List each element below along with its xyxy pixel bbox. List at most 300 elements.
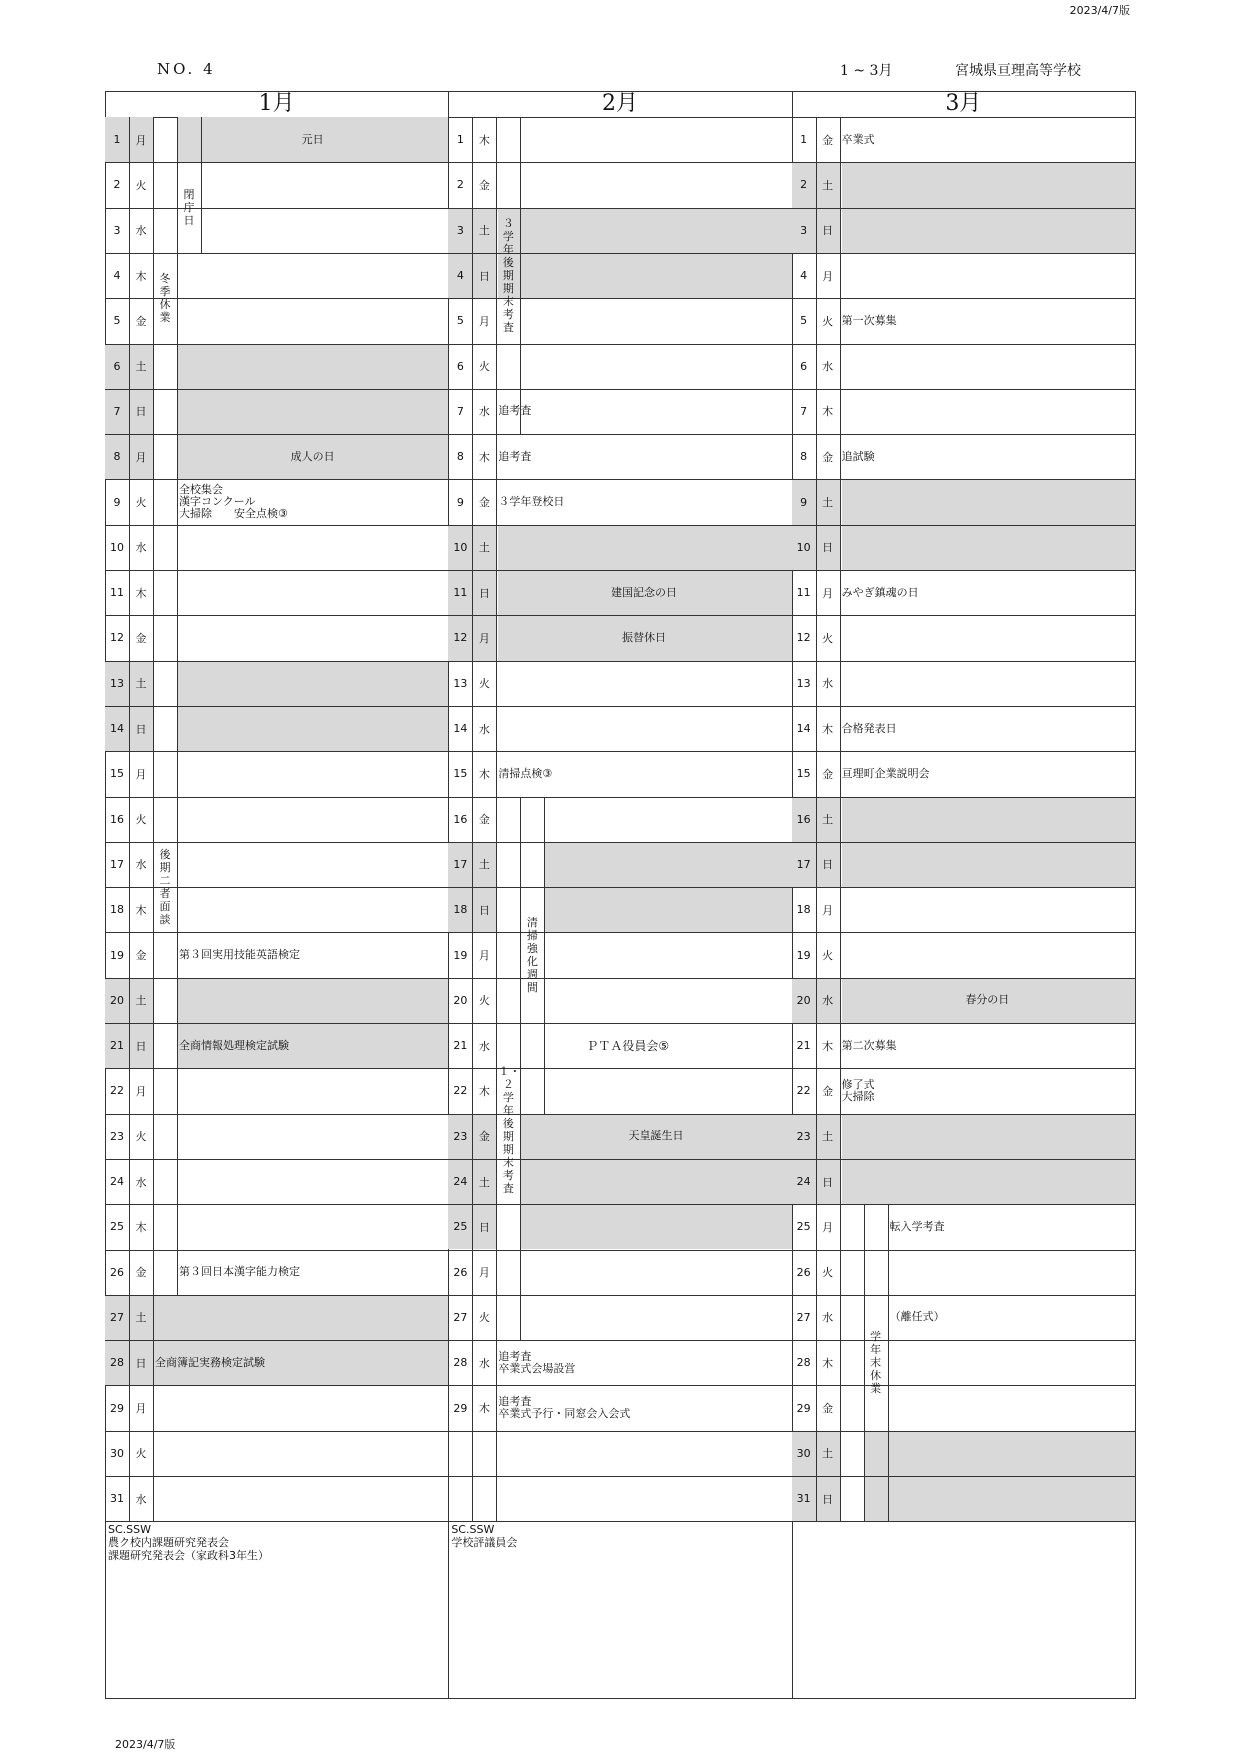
grid-line bbox=[448, 1250, 791, 1251]
grid-line bbox=[448, 1476, 791, 1477]
holiday-shade-events bbox=[177, 706, 448, 751]
event-text: 春分の日 bbox=[965, 993, 1010, 1007]
weekday: 日 bbox=[135, 405, 147, 419]
weekday: 水 bbox=[478, 405, 490, 419]
day-number: 1 bbox=[800, 133, 808, 147]
holiday-shade-events bbox=[153, 1295, 448, 1340]
weekday: 火 bbox=[478, 360, 490, 374]
weekday: 日 bbox=[822, 224, 834, 238]
day-number: 20 bbox=[110, 993, 124, 1007]
grid-line bbox=[105, 208, 448, 209]
day-number: 12 bbox=[453, 631, 468, 645]
event-text: 第二次募集 bbox=[841, 1038, 897, 1052]
event-text: 全商簿記実務検定試験 bbox=[155, 1355, 265, 1369]
grid-line bbox=[105, 751, 448, 752]
day-number: 12 bbox=[796, 631, 811, 645]
grid-line bbox=[888, 1204, 889, 1521]
grid-line bbox=[105, 797, 448, 798]
grid-line bbox=[105, 706, 448, 707]
weekday: 金 bbox=[478, 1130, 490, 1144]
day-number: 2 bbox=[456, 178, 464, 192]
day-number: 25 bbox=[453, 1220, 468, 1234]
day-number: 31 bbox=[796, 1492, 811, 1506]
day-number: 18 bbox=[796, 903, 811, 917]
grid-line bbox=[105, 389, 448, 390]
grid-line bbox=[792, 797, 1135, 798]
day-number: 6 bbox=[800, 359, 808, 373]
day-number: 26 bbox=[110, 1265, 124, 1279]
day-number: 17 bbox=[796, 857, 811, 871]
day-number: 23 bbox=[110, 1129, 124, 1143]
weekday: 木 bbox=[135, 903, 147, 917]
day-number: 20 bbox=[453, 993, 468, 1007]
grid-line bbox=[105, 1295, 448, 1296]
grid-line bbox=[448, 978, 791, 979]
school-name: 宮城県亘理高等学校 bbox=[955, 63, 1081, 79]
day-number: 1 bbox=[456, 133, 464, 147]
weekday: 火 bbox=[822, 949, 834, 963]
winter-break-label: 冬季休業 bbox=[159, 272, 171, 325]
day-number: 6 bbox=[456, 359, 464, 373]
weekday: 土 bbox=[822, 496, 834, 510]
day-number: 4 bbox=[800, 269, 808, 283]
day-number: 29 bbox=[796, 1401, 811, 1415]
grid-line bbox=[864, 1204, 865, 1521]
event-text: 修了式 大掃除 bbox=[841, 1077, 875, 1103]
grid-line bbox=[177, 117, 178, 1295]
weekday: 月 bbox=[478, 949, 490, 963]
day-number: 14 bbox=[453, 722, 468, 736]
day-number: 15 bbox=[110, 767, 124, 781]
weekday: 木 bbox=[822, 405, 834, 419]
day-number: 3 bbox=[456, 223, 464, 237]
exam3-label: ３学年後期期末考査 bbox=[502, 217, 514, 335]
weekday: 土 bbox=[822, 813, 834, 827]
weekday: 木 bbox=[478, 133, 490, 147]
weekday: 土 bbox=[822, 1447, 834, 1461]
weekday: 日 bbox=[822, 858, 834, 872]
day-number: 8 bbox=[113, 450, 121, 464]
day-number: 3 bbox=[113, 223, 121, 237]
day-number: 28 bbox=[796, 1356, 811, 1370]
grid-line bbox=[105, 1068, 448, 1069]
weekday: 火 bbox=[822, 314, 834, 328]
weekday: 金 bbox=[478, 813, 490, 827]
holiday-shade-events bbox=[842, 208, 1135, 253]
weekday: 月 bbox=[822, 586, 834, 600]
grid-line bbox=[792, 615, 1135, 616]
weekday: 火 bbox=[135, 1130, 147, 1144]
weekday: 土 bbox=[135, 677, 147, 691]
day-number: 15 bbox=[796, 767, 811, 781]
holiday-shade-events bbox=[498, 525, 791, 570]
weekday: 月 bbox=[478, 314, 490, 328]
holiday-shade-events bbox=[544, 842, 791, 887]
weekday: 金 bbox=[135, 1266, 147, 1280]
version-label-bottom: 2023/4/7版 bbox=[115, 1738, 176, 1751]
day-number: 31 bbox=[110, 1492, 124, 1506]
day-number: 13 bbox=[796, 676, 811, 690]
weekday: 金 bbox=[478, 178, 490, 192]
grid-line bbox=[496, 117, 497, 1521]
calendar-grid bbox=[105, 91, 1135, 1698]
grid-line bbox=[792, 479, 1135, 480]
grid-line bbox=[520, 117, 521, 434]
grid-line bbox=[520, 797, 521, 1341]
day-number: 22 bbox=[453, 1084, 468, 1098]
holiday-shade-events bbox=[177, 344, 448, 389]
month-notes: SC.SSW 農ク校内課題研究発表会 課題研究発表会（家政科3年生） bbox=[108, 1523, 269, 1563]
day-number: 4 bbox=[113, 269, 121, 283]
day-number: 2 bbox=[113, 178, 121, 192]
weekday: 水 bbox=[478, 1039, 490, 1053]
holiday-shade-events bbox=[520, 1159, 791, 1204]
day-number: 8 bbox=[800, 450, 808, 464]
day-number: 10 bbox=[796, 540, 811, 554]
holiday-shade-events bbox=[842, 1159, 1135, 1204]
day-number: 20 bbox=[796, 993, 811, 1007]
cleaning-week-label: 清掃強化週間 bbox=[526, 916, 538, 995]
weekday: 火 bbox=[822, 631, 834, 645]
weekday: 月 bbox=[822, 1220, 834, 1234]
weekday: 木 bbox=[135, 586, 147, 600]
grid-line bbox=[792, 162, 1135, 163]
day-number: 7 bbox=[113, 404, 121, 418]
grid-line bbox=[448, 932, 791, 933]
grid-line bbox=[105, 1431, 448, 1432]
weekday: 金 bbox=[135, 631, 147, 645]
event-text: 清掃点検③ bbox=[498, 766, 553, 780]
weekday: 金 bbox=[478, 496, 490, 510]
weekday: 金 bbox=[822, 767, 834, 781]
grid-line bbox=[792, 1431, 1135, 1432]
weekday: 日 bbox=[478, 1220, 490, 1234]
holiday-shade-events bbox=[177, 389, 448, 434]
day-number: 8 bbox=[456, 450, 464, 464]
day-number: 29 bbox=[453, 1401, 468, 1415]
weekday: 土 bbox=[478, 1175, 490, 1189]
grid-line bbox=[448, 797, 791, 798]
weekday: 金 bbox=[135, 949, 147, 963]
weekday: 木 bbox=[478, 450, 490, 464]
grid-line bbox=[448, 887, 791, 888]
day-number: 16 bbox=[796, 812, 811, 826]
grid-line bbox=[792, 1476, 1135, 1477]
day-number: 29 bbox=[110, 1401, 124, 1415]
day-number: 27 bbox=[453, 1310, 468, 1324]
weekday: 火 bbox=[822, 1266, 834, 1280]
grid-line bbox=[105, 1385, 448, 1386]
grid-line bbox=[105, 525, 448, 526]
event-text: 全校集会 漢字コンクール 大掃除 安全点検③ bbox=[179, 483, 288, 521]
event-text: 追考査 卒業式会場設営 bbox=[498, 1349, 576, 1375]
holiday-shade-events bbox=[864, 1476, 1135, 1521]
day-number: 13 bbox=[453, 676, 468, 690]
day-number: 30 bbox=[110, 1446, 124, 1460]
grid-line bbox=[105, 978, 448, 979]
weekday: 日 bbox=[478, 586, 490, 600]
weekday: 土 bbox=[135, 994, 147, 1008]
grid-line bbox=[816, 117, 817, 1521]
event-text: 卒業式 bbox=[841, 132, 875, 146]
day-number: 9 bbox=[113, 495, 121, 509]
day-number: 24 bbox=[796, 1175, 811, 1189]
weekday: 火 bbox=[478, 1311, 490, 1325]
grid-line bbox=[792, 932, 1135, 933]
weekday: 土 bbox=[478, 224, 490, 238]
weekday: 日 bbox=[822, 541, 834, 555]
day-number: 28 bbox=[453, 1356, 468, 1370]
grid-line bbox=[792, 1340, 1135, 1341]
event-text: 第３回日本漢字能力検定 bbox=[179, 1265, 300, 1279]
month-notes bbox=[795, 1523, 1132, 1696]
day-number: 3 bbox=[800, 223, 808, 237]
weekday: 土 bbox=[822, 1130, 834, 1144]
day-number: 25 bbox=[110, 1220, 124, 1234]
interview-period-label: 後期二者面談 bbox=[159, 848, 171, 927]
weekday: 月 bbox=[822, 903, 834, 917]
weekday: 木 bbox=[478, 1402, 490, 1416]
weekday: 月 bbox=[135, 450, 147, 464]
day-number: 22 bbox=[110, 1084, 124, 1098]
grid-line bbox=[792, 253, 1135, 254]
grid-line bbox=[448, 162, 791, 163]
grid-line bbox=[840, 117, 841, 1521]
grid-line bbox=[105, 661, 448, 662]
grid-line bbox=[792, 1159, 1135, 1160]
day-number: 14 bbox=[796, 722, 811, 736]
grid-line bbox=[792, 1385, 1135, 1386]
weekday: 木 bbox=[822, 722, 834, 736]
weekday: 土 bbox=[478, 858, 490, 872]
day-number: 19 bbox=[110, 948, 124, 962]
weekday: 木 bbox=[478, 1084, 490, 1098]
grid-line bbox=[105, 1159, 448, 1160]
day-number: 16 bbox=[110, 812, 124, 826]
event-text: 追試験 bbox=[841, 449, 875, 463]
weekday: 火 bbox=[135, 496, 147, 510]
month-header: 1月 bbox=[258, 91, 295, 116]
weekday: 月 bbox=[135, 133, 147, 147]
day-number: 4 bbox=[456, 269, 464, 283]
weekday: 月 bbox=[478, 1266, 490, 1280]
event-text: 建国記念の日 bbox=[610, 585, 677, 599]
weekday: 月 bbox=[478, 631, 490, 645]
holiday-shade-events bbox=[498, 253, 791, 298]
weekday: 水 bbox=[822, 994, 834, 1008]
exam12-label: １・２学年後期期末考査 bbox=[498, 1064, 521, 1195]
weekday: 土 bbox=[478, 541, 490, 555]
weekday: 日 bbox=[822, 1175, 834, 1189]
day-number: 18 bbox=[453, 903, 468, 917]
grid-line bbox=[792, 1521, 1135, 1522]
day-number: 28 bbox=[110, 1356, 124, 1370]
day-number: 19 bbox=[453, 948, 468, 962]
day-number: 24 bbox=[110, 1175, 124, 1189]
weekday: 日 bbox=[135, 722, 147, 736]
day-number: 14 bbox=[110, 722, 124, 736]
weekday: 火 bbox=[135, 813, 147, 827]
grid-line bbox=[105, 1476, 448, 1477]
event-text: 追考査 卒業式予行・同窓会入会式 bbox=[498, 1395, 631, 1421]
weekday: 水 bbox=[135, 1175, 147, 1189]
weekday: 日 bbox=[478, 903, 490, 917]
day-number: 16 bbox=[453, 812, 468, 826]
day-number: 1 bbox=[113, 133, 121, 147]
day-number: 26 bbox=[796, 1265, 811, 1279]
grid-line bbox=[105, 253, 448, 254]
grid-line bbox=[448, 842, 791, 843]
grid-line bbox=[1135, 91, 1136, 1699]
day-number: 21 bbox=[453, 1039, 468, 1053]
spring-break-label: 学年末休業 bbox=[870, 1330, 882, 1396]
weekday: 水 bbox=[135, 541, 147, 555]
grid-line bbox=[448, 525, 791, 526]
weekday: 水 bbox=[822, 677, 834, 691]
grid-line bbox=[105, 570, 448, 571]
weekday: 木 bbox=[135, 269, 147, 283]
day-number: 6 bbox=[113, 359, 121, 373]
grid-line bbox=[448, 1295, 791, 1296]
event-text: みやぎ鎮魂の日 bbox=[841, 585, 919, 599]
day-number: 11 bbox=[796, 586, 811, 600]
day-number: 13 bbox=[110, 676, 124, 690]
event-text: 亘理町企業説明会 bbox=[841, 766, 930, 780]
holiday-shade-events bbox=[842, 162, 1135, 207]
weekday: 日 bbox=[478, 269, 490, 283]
event-text: 第一次募集 bbox=[841, 313, 897, 327]
grid-line bbox=[792, 208, 1135, 209]
grid-line bbox=[792, 344, 1135, 345]
day-number: 10 bbox=[110, 540, 124, 554]
weekday: 水 bbox=[478, 722, 490, 736]
event-text: 第３回実用技能英語検定 bbox=[179, 948, 300, 962]
event-text: 振替休日 bbox=[621, 630, 666, 644]
weekday: 水 bbox=[135, 858, 147, 872]
office-closed-label: 閉庁日 bbox=[183, 188, 195, 228]
grid-line bbox=[105, 1114, 448, 1115]
grid-line bbox=[448, 344, 791, 345]
grid-line bbox=[792, 1250, 1135, 1251]
event-text: ３学年登校日 bbox=[498, 495, 565, 509]
day-number: 7 bbox=[456, 404, 464, 418]
weekday: 木 bbox=[135, 1220, 147, 1234]
grid-line bbox=[105, 344, 448, 345]
day-number: 9 bbox=[800, 495, 808, 509]
day-number: 5 bbox=[456, 314, 464, 328]
grid-line bbox=[792, 1114, 1135, 1115]
grid-line bbox=[448, 1431, 791, 1432]
grid-line bbox=[472, 117, 473, 1521]
holiday-shade-events bbox=[498, 208, 791, 253]
weekday: 日 bbox=[822, 1492, 834, 1506]
day-number: 17 bbox=[110, 857, 124, 871]
grid-line bbox=[153, 117, 154, 1521]
grid-line bbox=[129, 117, 130, 1521]
weekday: 木 bbox=[822, 1356, 834, 1370]
grid-line bbox=[448, 208, 791, 209]
grid-line bbox=[105, 842, 448, 843]
day-number: 11 bbox=[453, 586, 468, 600]
day-number: 18 bbox=[110, 903, 124, 917]
event-text: 追考査 bbox=[498, 449, 532, 463]
grid-line bbox=[792, 525, 1135, 526]
version-label-top: 2023/4/7版 bbox=[1069, 4, 1130, 17]
weekday: 月 bbox=[135, 1402, 147, 1416]
weekday: 土 bbox=[135, 360, 147, 374]
day-number: 27 bbox=[796, 1310, 811, 1324]
weekday: 金 bbox=[822, 1084, 834, 1098]
grid-line bbox=[105, 1698, 1135, 1699]
holiday-shade-events bbox=[842, 797, 1135, 842]
weekday: 木 bbox=[478, 767, 490, 781]
day-number: 22 bbox=[796, 1084, 811, 1098]
period-label: 1 ~ 3月 bbox=[840, 63, 893, 79]
grid-line bbox=[792, 887, 1135, 888]
day-number: 11 bbox=[110, 586, 124, 600]
month-header: 2月 bbox=[601, 91, 638, 116]
event-text: 転入学考査 bbox=[889, 1219, 945, 1233]
grid-line bbox=[448, 706, 791, 707]
weekday: 水 bbox=[822, 360, 834, 374]
event-text: 全商情報処理検定試験 bbox=[179, 1038, 289, 1052]
weekday: 月 bbox=[135, 767, 147, 781]
event-text: 合格発表日 bbox=[841, 721, 897, 735]
weekday: 木 bbox=[822, 1039, 834, 1053]
day-number: 17 bbox=[453, 857, 468, 871]
day-number: 26 bbox=[453, 1265, 468, 1279]
grid-line bbox=[448, 661, 791, 662]
day-number: 10 bbox=[453, 540, 468, 554]
weekday: 水 bbox=[822, 1311, 834, 1325]
day-number: 21 bbox=[796, 1039, 811, 1053]
weekday: 金 bbox=[822, 1402, 834, 1416]
grid-line bbox=[792, 389, 1135, 390]
weekday: 金 bbox=[822, 133, 834, 147]
holiday-shade-events bbox=[842, 1114, 1135, 1159]
day-number: 23 bbox=[796, 1129, 811, 1143]
day-number: 30 bbox=[796, 1446, 811, 1460]
month-notes: SC.SSW 学校評議員会 bbox=[451, 1523, 518, 1550]
weekday: 日 bbox=[135, 1356, 147, 1370]
grid-line bbox=[105, 1204, 448, 1205]
holiday-shade-events bbox=[544, 887, 791, 932]
weekday: 火 bbox=[478, 677, 490, 691]
day-number: 5 bbox=[113, 314, 121, 328]
holiday-shade-events bbox=[177, 978, 448, 1023]
day-number: 9 bbox=[456, 495, 464, 509]
event-text: 天皇誕生日 bbox=[628, 1129, 684, 1143]
day-number: 2 bbox=[800, 178, 808, 192]
day-number: 25 bbox=[796, 1220, 811, 1234]
day-number: 21 bbox=[110, 1039, 124, 1053]
holiday-shade-events bbox=[177, 661, 448, 706]
day-number: 23 bbox=[453, 1129, 468, 1143]
weekday: 金 bbox=[822, 450, 834, 464]
weekday: 火 bbox=[478, 994, 490, 1008]
event-text: 成人の日 bbox=[290, 449, 335, 463]
weekday: 水 bbox=[135, 224, 147, 238]
day-number: 5 bbox=[800, 314, 808, 328]
weekday: 金 bbox=[135, 314, 147, 328]
month-header: 3月 bbox=[945, 91, 982, 116]
grid-line bbox=[105, 615, 448, 616]
grid-line bbox=[105, 1521, 448, 1522]
weekday: 土 bbox=[822, 178, 834, 192]
holiday-shade-events bbox=[520, 1204, 791, 1249]
weekday: 火 bbox=[135, 1447, 147, 1461]
grid-line bbox=[544, 797, 545, 1114]
